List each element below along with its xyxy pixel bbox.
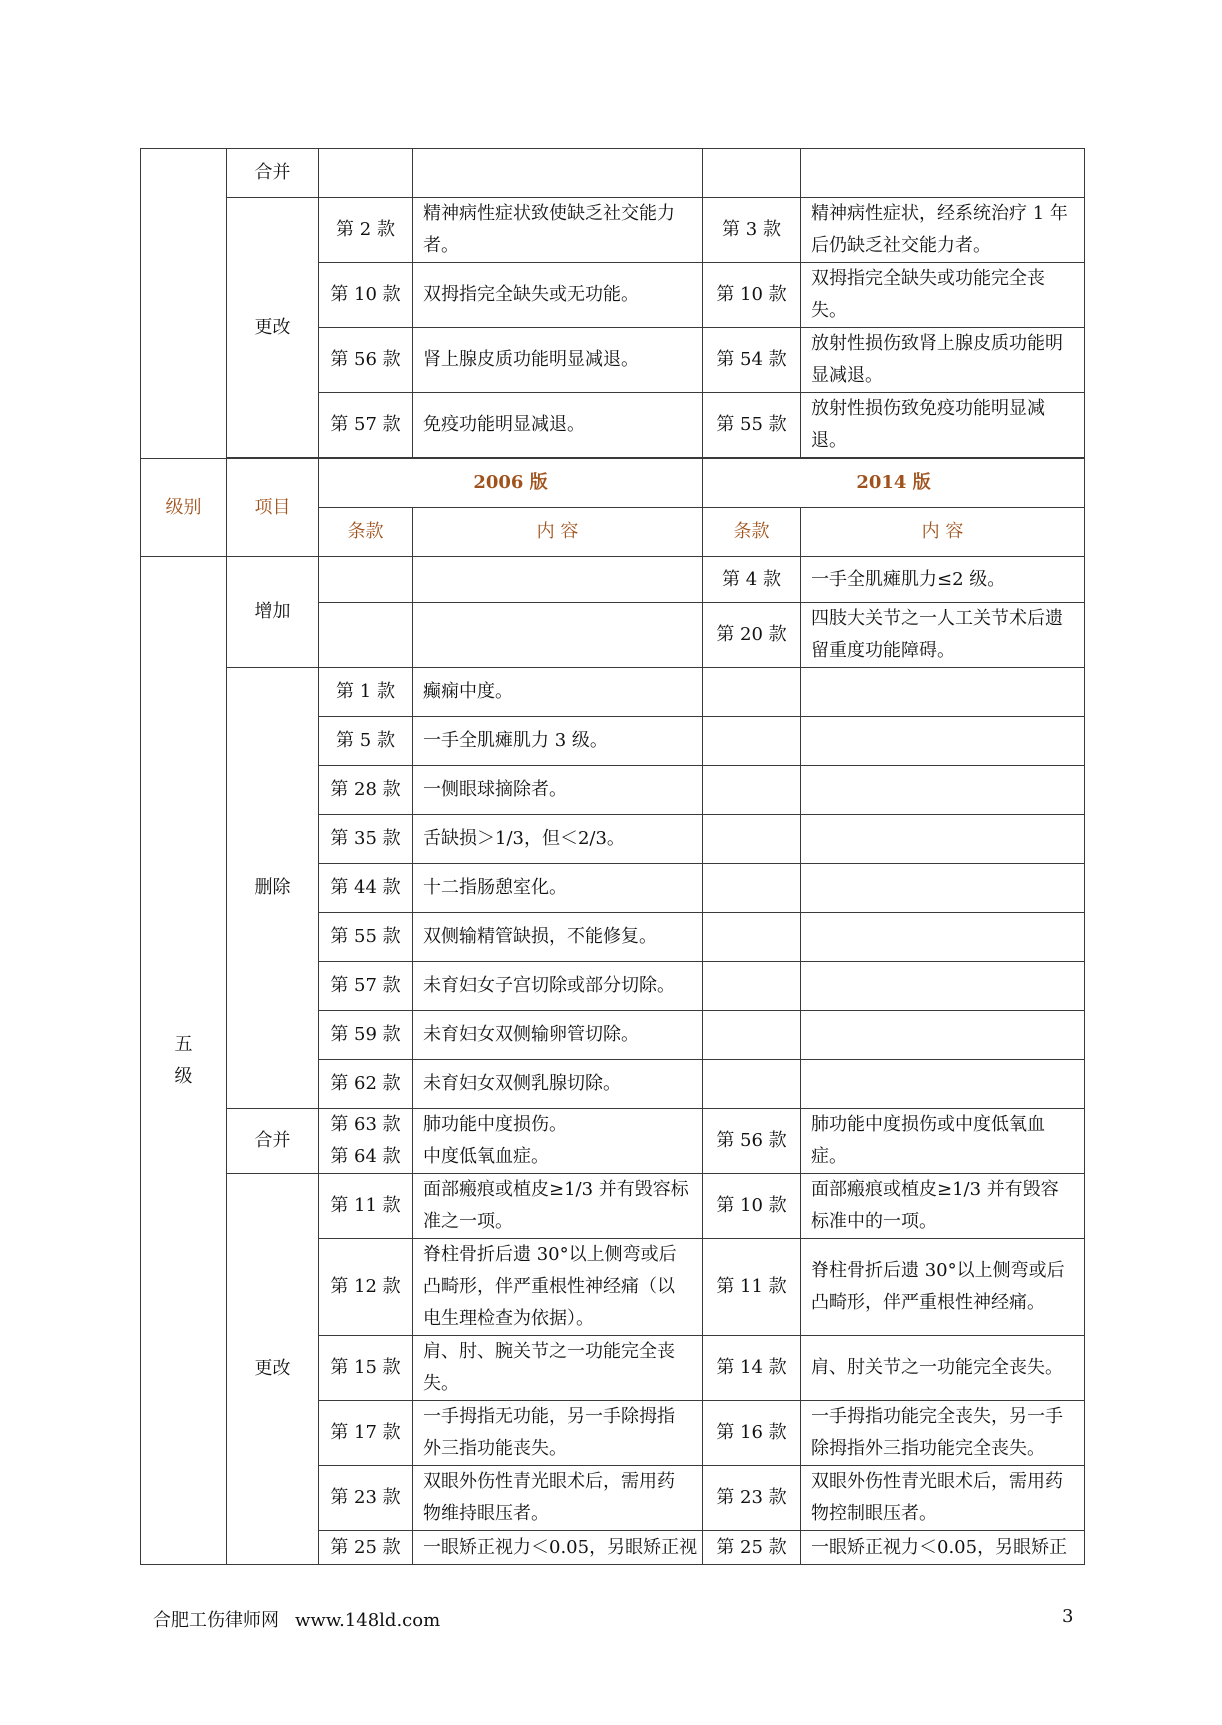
old-content: 精神病性症状致使缺乏社交能力者。	[413, 198, 703, 263]
new-content	[801, 1060, 1085, 1109]
new-content: 一手拇指功能完全丧失，另一手除拇指外三指功能完全丧失。	[801, 1401, 1085, 1466]
old-clause: 第 12 款	[319, 1239, 413, 1336]
old-content: 未育妇女子宫切除或部分切除。	[413, 962, 703, 1011]
old-clause-b: 第 64 款	[330, 1146, 401, 1167]
old-content	[413, 149, 703, 198]
new-clause: 第 10 款	[703, 1174, 801, 1239]
old-clause: 第 35 款	[319, 815, 413, 864]
new-content	[801, 668, 1085, 717]
old-content: 未育妇女双侧乳腺切除。	[413, 1060, 703, 1109]
new-content	[801, 1011, 1085, 1060]
header-version-2006: 2006 版	[319, 459, 703, 508]
old-content	[413, 603, 703, 668]
old-clause: 第 57 款	[319, 962, 413, 1011]
old-clause: 第 23 款	[319, 1466, 413, 1531]
header-item: 项目	[227, 459, 319, 557]
table-row	[141, 149, 1085, 198]
old-clause: 第 2 款	[319, 198, 413, 263]
table-row	[141, 1174, 1085, 1239]
new-content: 肺功能中度损伤或中度低氧血症。	[801, 1109, 1085, 1174]
level-cell-empty	[141, 149, 227, 459]
old-clause: 第 15 款	[319, 1336, 413, 1401]
new-clause: 第 20 款	[703, 603, 801, 668]
new-clause: 第 16 款	[703, 1401, 801, 1466]
old-content: 双拇指完全缺失或无功能。	[413, 263, 703, 328]
old-clause: 第 56 款	[319, 328, 413, 393]
new-content: 面部瘢痕或植皮≥1/3 并有毁容标准中的一项。	[801, 1174, 1085, 1239]
level-char: 五	[174, 1033, 193, 1055]
new-content	[801, 149, 1085, 198]
new-content: 肩、肘关节之一功能完全丧失。	[801, 1336, 1085, 1401]
old-clause: 第 62 款	[319, 1060, 413, 1109]
item-change: 更改	[227, 1174, 319, 1565]
old-clause: 第 5 款	[319, 717, 413, 766]
new-clause: 第 25 款	[703, 1531, 801, 1565]
footer-url[interactable]: www.148ld.com	[295, 1610, 441, 1631]
new-clause: 第 23 款	[703, 1466, 801, 1531]
new-content	[801, 766, 1085, 815]
new-clause	[703, 1011, 801, 1060]
footer-site-name: 合肥工伤律师网	[153, 1610, 279, 1631]
old-content	[413, 1109, 703, 1174]
header-clause-2006: 条款	[319, 508, 413, 557]
new-clause	[703, 149, 801, 198]
comparison-table	[140, 148, 1085, 1565]
old-content: 未育妇女双侧输卵管切除。	[413, 1011, 703, 1060]
old-content: 一侧眼球摘除者。	[413, 766, 703, 815]
header-content-2006: 内 容	[413, 508, 703, 557]
new-clause: 第 54 款	[703, 328, 801, 393]
header-clause-2014: 条款	[703, 508, 801, 557]
new-content: 放射性损伤致肾上腺皮质功能明显减退。	[801, 328, 1085, 393]
old-content: 免疫功能明显减退。	[413, 393, 703, 458]
footer	[153, 1606, 440, 1632]
old-clause: 第 1 款	[319, 668, 413, 717]
old-content: 一手全肌瘫肌力 3 级。	[413, 717, 703, 766]
header-level: 级别	[141, 459, 227, 557]
new-clause	[703, 913, 801, 962]
new-clause: 第 14 款	[703, 1336, 801, 1401]
old-clause	[319, 603, 413, 668]
new-content: 一眼矫正视力＜0.05，另眼矫正	[801, 1531, 1085, 1565]
table-row	[141, 557, 1085, 603]
old-clause: 第 57 款	[319, 393, 413, 458]
new-content: 脊柱骨折后遗 30°以上侧弯或后凸畸形，伴严重根性神经痛。	[801, 1239, 1085, 1336]
new-clause	[703, 815, 801, 864]
new-clause	[703, 668, 801, 717]
old-content: 舌缺损＞1/3，但＜2/3。	[413, 815, 703, 864]
item-merge: 合并	[227, 149, 319, 198]
new-content	[801, 962, 1085, 1011]
old-content: 脊柱骨折后遗 30°以上侧弯或后凸畸形，伴严重根性神经痛（以电生理检查为依据）。	[413, 1239, 703, 1336]
new-content: 双眼外伤性青光眼术后，需用药物控制眼压者。	[801, 1466, 1085, 1531]
new-content: 四肢大关节之一人工关节术后遗留重度功能障碍。	[801, 603, 1085, 668]
old-text-b: 中度低氧血症。	[423, 1146, 549, 1167]
new-clause	[703, 962, 801, 1011]
header-row	[141, 459, 1085, 508]
old-content	[413, 557, 703, 603]
old-content: 一手拇指无功能，另一手除拇指外三指功能丧失。	[413, 1401, 703, 1466]
old-clause-a: 第 63 款	[330, 1114, 401, 1135]
new-content: 放射性损伤致免疫功能明显减退。	[801, 393, 1085, 458]
old-content: 一眼矫正视力＜0.05，另眼矫正视	[413, 1531, 703, 1565]
new-clause: 第 4 款	[703, 557, 801, 603]
new-clause: 第 10 款	[703, 263, 801, 328]
old-content: 肩、肘、腕关节之一功能完全丧失。	[413, 1336, 703, 1401]
old-content: 十二指肠憩室化。	[413, 864, 703, 913]
table-row	[141, 1109, 1085, 1174]
new-clause: 第 55 款	[703, 393, 801, 458]
old-clause	[319, 149, 413, 198]
new-clause	[703, 864, 801, 913]
item-delete: 删除	[227, 668, 319, 1109]
page-number: 3	[1062, 1606, 1074, 1627]
new-content	[801, 864, 1085, 913]
old-clause: 第 59 款	[319, 1011, 413, 1060]
old-content: 癫痫中度。	[413, 668, 703, 717]
header-version-2014: 2014 版	[703, 459, 1085, 508]
item-add: 增加	[227, 557, 319, 668]
new-content: 双拇指完全缺失或功能完全丧失。	[801, 263, 1085, 328]
table-row	[141, 198, 1085, 263]
old-content: 面部瘢痕或植皮≥1/3 并有毁容标准之一项。	[413, 1174, 703, 1239]
old-clause: 第 28 款	[319, 766, 413, 815]
new-clause	[703, 717, 801, 766]
old-clause: 第 25 款	[319, 1531, 413, 1565]
new-clause: 第 3 款	[703, 198, 801, 263]
level-char: 级	[174, 1065, 193, 1087]
old-clause	[319, 1109, 413, 1174]
old-clause: 第 10 款	[319, 263, 413, 328]
item-merge: 合并	[227, 1109, 319, 1174]
old-content: 双侧输精管缺损，不能修复。	[413, 913, 703, 962]
new-content: 一手全肌瘫肌力≤2 级。	[801, 557, 1085, 603]
new-clause: 第 11 款	[703, 1239, 801, 1336]
new-content	[801, 913, 1085, 962]
item-change: 更改	[227, 198, 319, 458]
new-clause	[703, 1060, 801, 1109]
new-clause: 第 56 款	[703, 1109, 801, 1174]
level-five	[141, 557, 227, 1565]
new-content: 精神病性症状，经系统治疗 1 年后仍缺乏社交能力者。	[801, 198, 1085, 263]
old-clause: 第 11 款	[319, 1174, 413, 1239]
table-row	[141, 668, 1085, 717]
new-content	[801, 815, 1085, 864]
old-clause: 第 17 款	[319, 1401, 413, 1466]
header-content-2014: 内 容	[801, 508, 1085, 557]
new-clause	[703, 766, 801, 815]
old-clause: 第 55 款	[319, 913, 413, 962]
old-clause: 第 44 款	[319, 864, 413, 913]
old-text-a: 肺功能中度损伤。	[423, 1114, 567, 1135]
old-clause	[319, 557, 413, 603]
old-content: 双眼外伤性青光眼术后，需用药物维持眼压者。	[413, 1466, 703, 1531]
new-content	[801, 717, 1085, 766]
old-content: 肾上腺皮质功能明显减退。	[413, 328, 703, 393]
